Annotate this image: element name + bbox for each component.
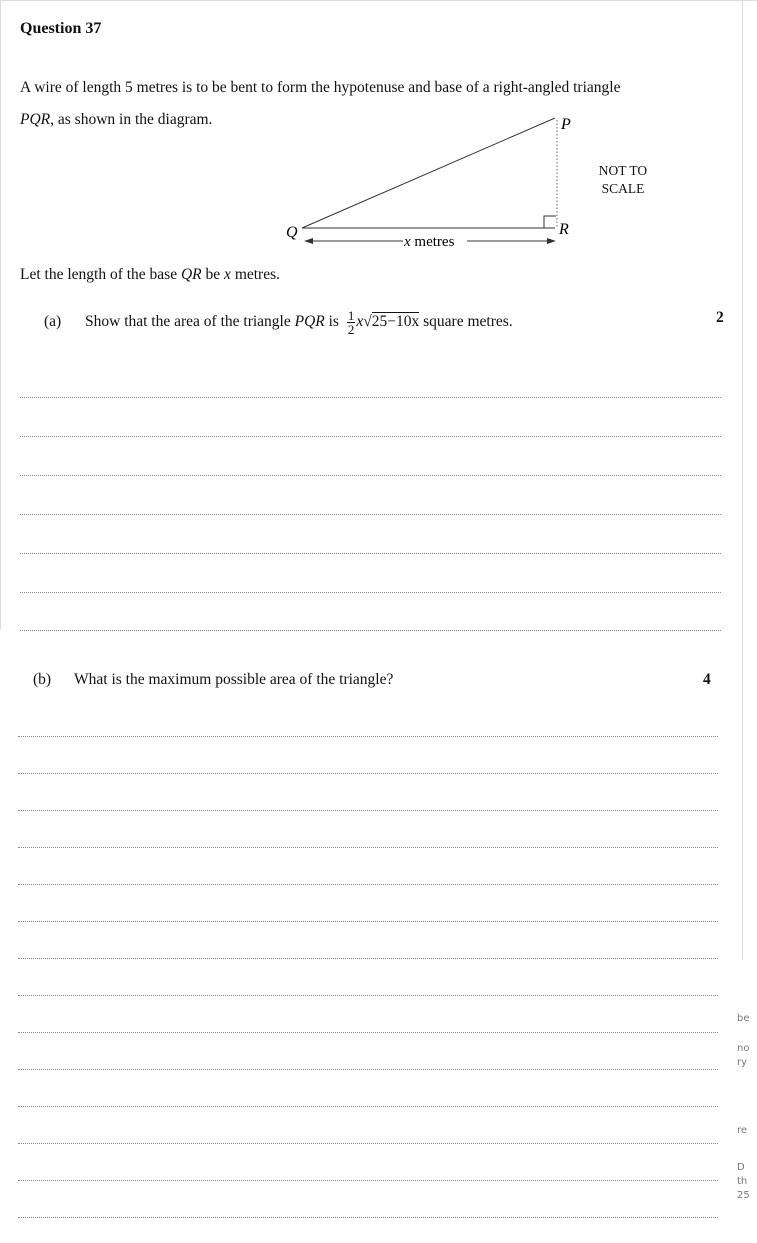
edge-fragment: 25	[737, 1190, 750, 1201]
answer-line[interactable]	[18, 1143, 718, 1144]
part-a-var: PQR	[294, 313, 325, 331]
base-length-text: metres	[410, 234, 455, 250]
base-length-var: x	[404, 234, 411, 250]
part-a-suffix: square metres.	[419, 313, 513, 331]
intro-line-1: A wire of length 5 metres is to be bent to form the hypotenuse and base of a right-angled triangle	[20, 79, 621, 96]
answer-line[interactable]	[18, 958, 718, 959]
part-a-is: is	[324, 313, 343, 331]
let-var-qr: QR	[180, 266, 202, 283]
edge-fragment: D	[737, 1162, 745, 1173]
part-b-question	[33, 671, 393, 689]
answer-line[interactable]	[18, 736, 718, 737]
answer-line[interactable]	[18, 1106, 718, 1107]
dimension-arrow-left	[304, 238, 313, 244]
answer-line[interactable]	[18, 810, 718, 811]
let-var-x: x	[224, 266, 231, 283]
part-a-label: (a)	[44, 313, 62, 331]
intro-var-pqr: PQR	[20, 111, 51, 128]
answer-line[interactable]	[20, 436, 721, 437]
part-a-text-prefix: Show that the area of the triangle	[85, 313, 295, 331]
edge-fragment: th	[737, 1176, 748, 1187]
answer-line[interactable]	[20, 475, 721, 476]
part-b-label: (b)	[33, 671, 52, 688]
intro-line-2-rest: , as shown in the diagram.	[50, 111, 213, 128]
answer-line[interactable]	[18, 1069, 718, 1070]
label-r: R	[559, 221, 569, 238]
not-to-scale-line2: SCALE	[601, 181, 645, 196]
answer-line[interactable]	[18, 921, 718, 922]
fraction-denominator: 2	[347, 322, 355, 337]
answer-line[interactable]	[18, 847, 718, 848]
edge-fragment: re	[737, 1125, 748, 1136]
hypotenuse-line	[302, 118, 555, 228]
answer-line[interactable]	[18, 995, 718, 996]
part-b-text: What is the maximum possible area of the triangle?	[74, 671, 394, 688]
answer-line[interactable]	[18, 1180, 718, 1181]
part-b-marks: 4	[703, 671, 711, 688]
answer-line[interactable]	[20, 592, 721, 593]
page-border-right	[742, 0, 743, 960]
answer-line[interactable]	[18, 1032, 718, 1033]
answer-line[interactable]	[20, 514, 721, 515]
answer-line[interactable]	[20, 553, 721, 554]
answer-line[interactable]	[18, 773, 718, 774]
not-to-scale-line1: NOT TO	[598, 163, 648, 178]
edge-fragment: no	[737, 1043, 750, 1054]
base-length-label	[403, 234, 455, 250]
triangle-diagram	[280, 110, 590, 260]
let-mid: be	[201, 266, 225, 283]
right-angle-mark	[544, 216, 556, 228]
answer-line[interactable]	[20, 397, 721, 398]
let-prefix: Let the length of the base	[20, 266, 181, 283]
page-border-left	[0, 0, 1, 630]
part-a-question	[44, 309, 513, 336]
let-suffix: metres.	[230, 266, 281, 283]
page-border-top	[0, 0, 757, 1]
label-p: P	[561, 116, 571, 133]
let-statement	[20, 266, 280, 284]
answer-line[interactable]	[20, 630, 721, 631]
formula-radicand: 25−10x	[371, 313, 420, 331]
label-q: Q	[286, 224, 298, 241]
fraction-numerator: 1	[347, 308, 355, 323]
fraction-one-half	[347, 309, 356, 336]
intro-line-2	[20, 111, 212, 129]
edge-fragment: be	[737, 1013, 750, 1024]
edge-fragment: ry	[737, 1057, 748, 1068]
not-to-scale-note	[590, 162, 656, 198]
formula-x: x	[356, 313, 364, 331]
dimension-arrow-right	[547, 238, 556, 244]
sqrt-sign: √	[363, 313, 372, 331]
answer-line[interactable]	[18, 1217, 718, 1218]
question-title: Question 37	[20, 20, 102, 37]
part-a-marks: 2	[716, 309, 724, 326]
answer-line[interactable]	[18, 884, 718, 885]
